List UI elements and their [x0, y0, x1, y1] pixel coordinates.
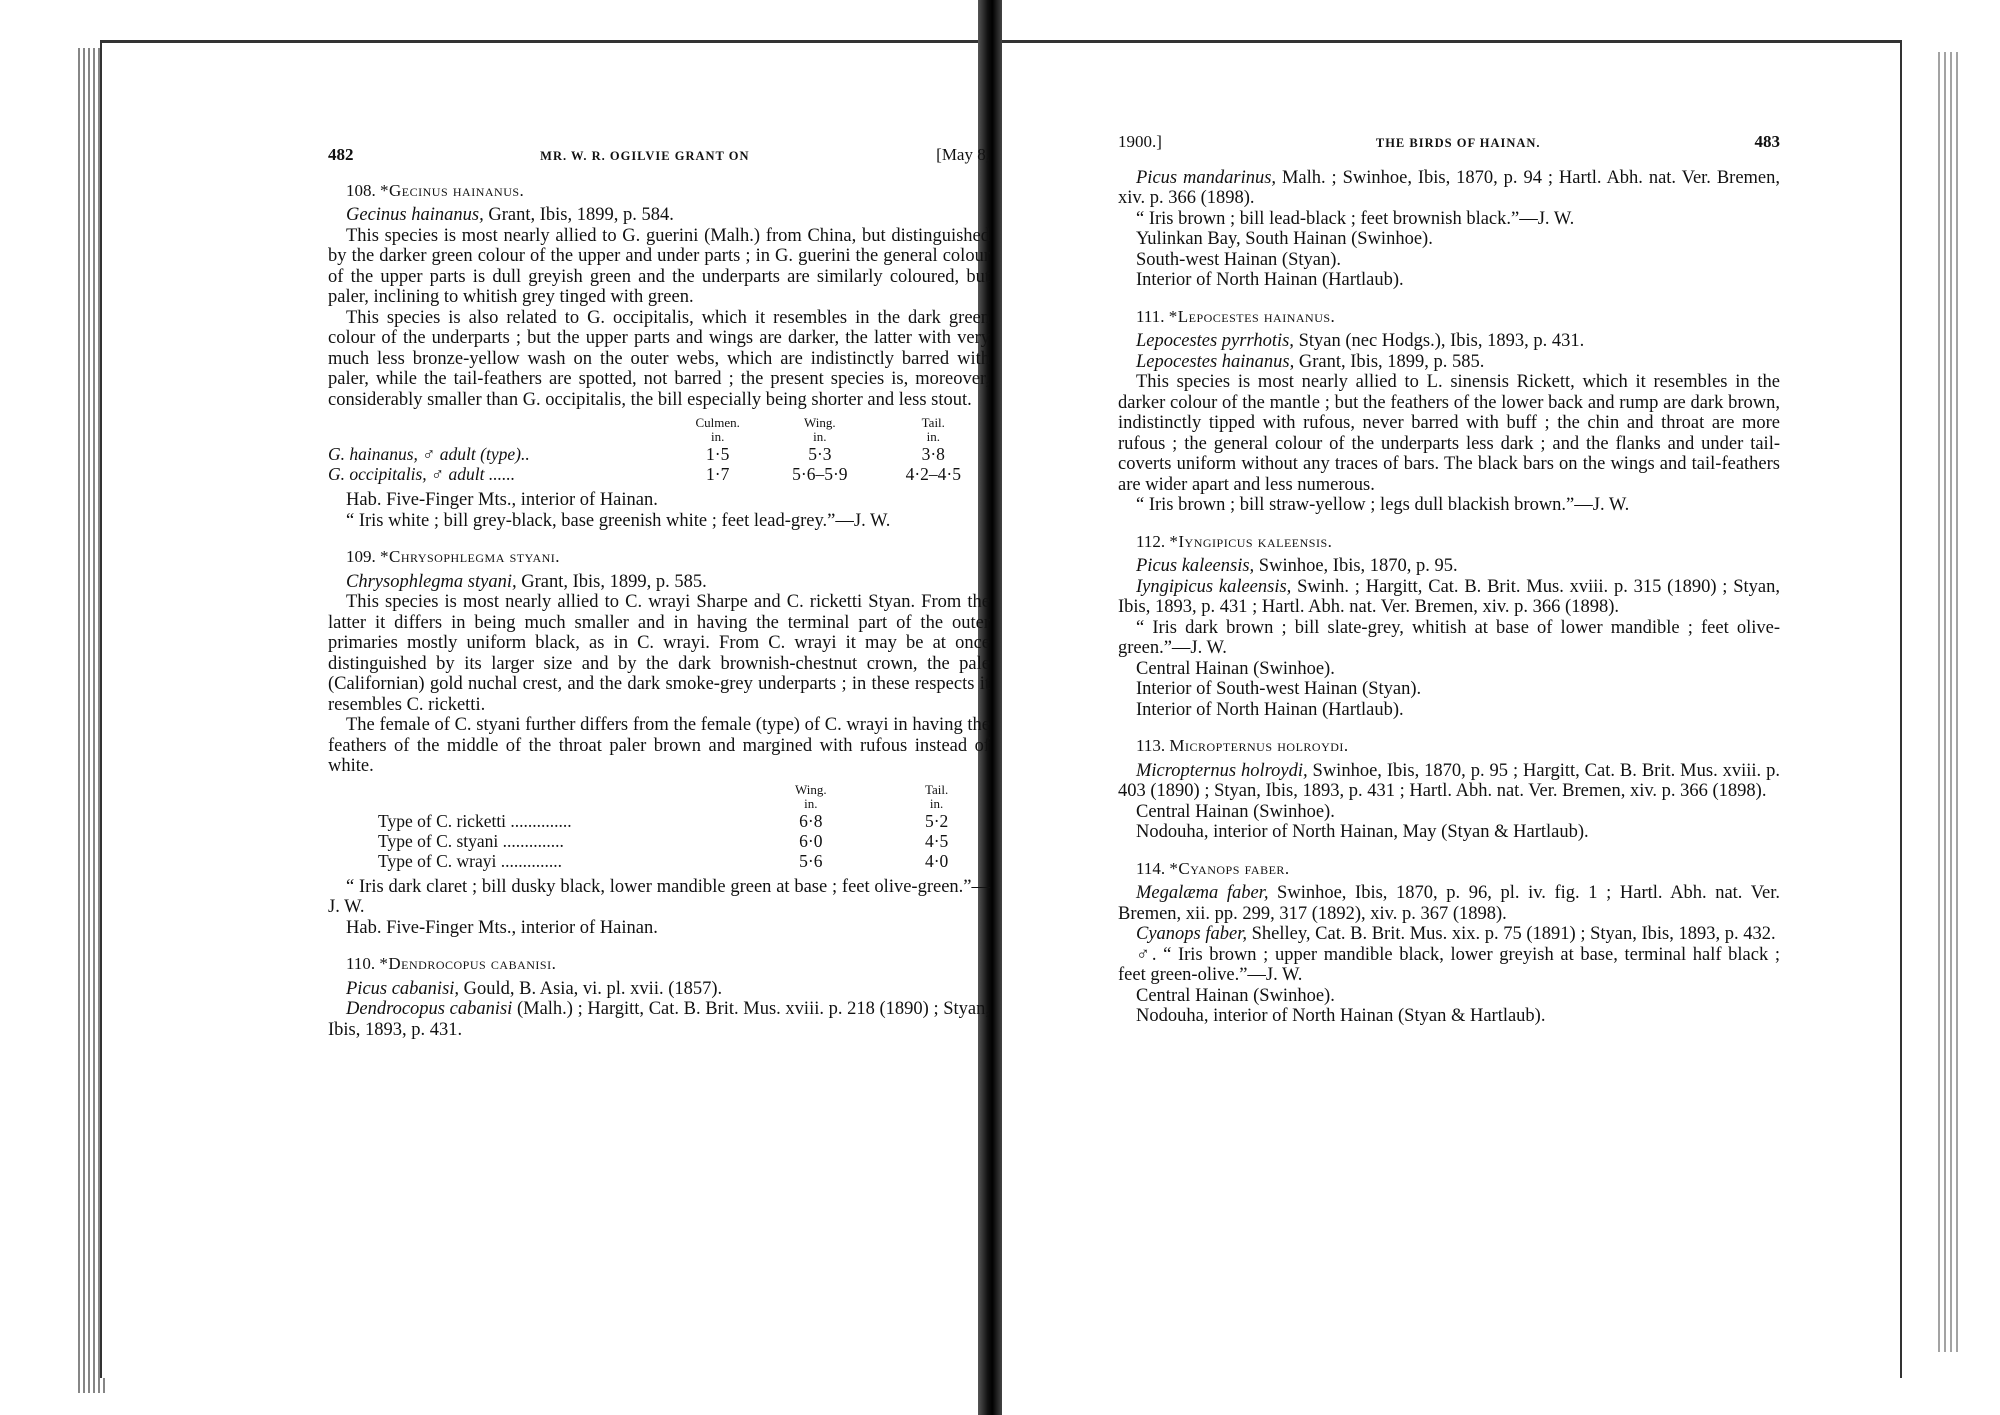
- measurement-table: Culmen. Wing. Tail. in. in. in. G. hainanus, ♂ adult (type).. 1·5 5·3 3·8 G. occipitalis, ♂ adult ...... 1·7 5·6–5·9 4·2–4·5: [328, 416, 990, 484]
- left-page-text: [328, 145, 990, 1040]
- table-row: Type of C. styani .............. 6·0 4·5: [378, 830, 949, 851]
- measurement-table: Wing. Tail. in. in. Type of C. ricketti .............. 6·8 5·2 Type of C. styani .............. 6·0 4·5 Type of C. wrayi .............. 5·6 4·0: [328, 783, 990, 871]
- paragraph: This species is most nearly allied to C. wrayi Sharpe and C. ricketti Styan. From the latter it differs in being much smaller and in having the terminal part of the outer primaries mostly uniform black, as in C. wrayi. From C. wrayi it may be at once distinguished by its larger size and by the dark brownish-chestnut crown, the pale (Californian) gold nuchal crest, and the dark smoke-grey underparts ; in these respects it resembles C. ricketti.: [328, 592, 990, 715]
- note: Hab. Five-Finger Mts., interior of Hainan.: [346, 917, 658, 938]
- running-head-right: [1118, 132, 1780, 154]
- paragraph: The female of C. styani further differs from the female (type) of C. wrayi in having the feathers of the middle of the throat paler brown and margined with rufous instead of white.: [328, 715, 990, 776]
- table-row: G. hainanus, ♂ adult (type).. 1·5 5·3 3·8: [328, 444, 945, 464]
- note: “ Iris dark claret ; bill dusky black, lower mandible green at base ; feet olive-green.”—J. W.: [328, 876, 990, 917]
- synonym: Micropternus holroydi, Swinhoe, Ibis, 1870, p. 95 ; Hargitt, Cat. B. Brit. Mus. xviii. p. 403 (1890) ; Styan, Ibis, 1893, p. 431 ; Hartl. Abh. nat. Ver. Bremen, xiv. p. 366 (1898).: [1118, 760, 1780, 801]
- synonym: Gecinus hainanus, Grant, Ibis, 1899, p. 584.: [346, 205, 674, 225]
- note: “ Iris brown ; bill lead-black ; feet brownish black.”—J. W.: [1136, 208, 1575, 229]
- locality: South-west Hainan (Styan).: [1136, 249, 1342, 270]
- synonym: Picus cabanisi, Gould, B. Asia, vi. pl. xvii. (1857).: [346, 978, 723, 999]
- species-heading: 108. *Gecinus hainanus.: [346, 180, 525, 200]
- paragraph: This species is most nearly allied to L. sinensis Rickett, which it resembles in the darker colour of the mantle ; but the feathers of the lower back and rump are dark brown, indistinctly tipped with rufous, never barred with buff ; the chin and throat are more rufous ; the general colour of the underparts less dark ; and the flanks and under tail-coverts uniform without any traces of bars. The black bars on the wings and tail-feathers are wider apart and less numerous.: [1118, 372, 1780, 495]
- synonym: Lepocestes hainanus, Grant, Ibis, 1899, p. 585.: [1136, 351, 1485, 372]
- species-heading: 109. *Chrysophlegma styani.: [346, 547, 561, 566]
- running-date-right: 1900.]: [1118, 132, 1162, 151]
- page-number-left: 482: [328, 145, 354, 164]
- locality: Central Hainan (Swinhoe).: [1136, 985, 1335, 1006]
- table-row: G. occipitalis, ♂ adult ...... 1·7 5·6–5·9 4·2–4·5: [328, 464, 961, 484]
- locality: Yulinkan Bay, South Hainan (Swinhoe).: [1136, 229, 1433, 249]
- note: “ Iris brown ; bill straw-yellow ; legs dull blackish brown.”—J. W.: [1136, 495, 1630, 515]
- locality: Nodouha, interior of North Hainan, May (Styan & Hartlaub).: [1136, 822, 1589, 842]
- note: “ Iris dark brown ; bill slate-grey, whitish at base of lower mandible ; feet olive-green.”—J. W.: [1118, 617, 1780, 658]
- locality: Central Hainan (Swinhoe).: [1136, 658, 1335, 679]
- running-title-left: MR. W. R. OGILVIE GRANT ON: [540, 149, 750, 163]
- synonym: Chrysophlegma styani, Grant, Ibis, 1899, p. 585.: [346, 571, 707, 592]
- note: “ Iris white ; bill grey-black, base greenish white ; feet lead-grey.”—J. W.: [346, 510, 891, 531]
- synonym: Iyngipicus kaleensis, Swinh. ; Hargitt, Cat. B. Brit. Mus. xviii. p. 315 (1890) ; Styan, Ibis, 1893, p. 431 ; Hartl. Abh. nat. Ver. Bremen, xiv. p. 366 (1898).: [1118, 576, 1780, 617]
- note: Hab. Five-Finger Mts., interior of Hainan.: [346, 490, 658, 510]
- running-title-right: THE BIRDS OF HAINAN.: [1375, 136, 1541, 150]
- synonym: Dendrocopus cabanisi (Malh.) ; Hargitt, Cat. B. Brit. Mus. xviii. p. 218 (1890) ; Styan, Ibis, 1893, p. 431.: [328, 999, 991, 1040]
- page-edges-right: [1934, 52, 1960, 1352]
- synonym: Megalæma faber, Swinhoe, Ibis, 1870, p. 96, pl. iv. fig. 1 ; Hartl. Abh. nat. Ver. Bremen, xii. pp. 299, 317 (1892), xiv. p. 367 (1898).: [1118, 883, 1780, 924]
- locality: Interior of South-west Hainan (Styan).: [1136, 679, 1422, 699]
- paragraph: This species is also related to G. occipitalis, which it resembles in the dark green colour of the underparts ; but the upper parts and wings are darker, the latter with very much less bronze-yellow wash on the outer webs, which are indistinctly barred with paler, while the tail-feathers are spotted, not barred ; the present species is, moreover, considerably smaller than G. occipitalis, the bill especially being shorter and less stout.: [328, 307, 990, 410]
- species-heading: 110. *Dendrocopus cabanisi.: [346, 954, 557, 973]
- locality: Nodouha, interior of North Hainan (Styan & Hartlaub).: [1136, 1006, 1546, 1026]
- synonym: Picus mandarinus, Malh. ; Swinhoe, Ibis, 1870, p. 94 ; Hartl. Abh. nat. Ver. Bremen, xiv. p. 366 (1898).: [1118, 167, 1781, 208]
- synonym: Picus kaleensis, Swinhoe, Ibis, 1870, p. 95.: [1136, 556, 1458, 576]
- running-head-left: [328, 145, 990, 167]
- running-date-left: [May 8,: [936, 145, 990, 164]
- page-number-right: 483: [1754, 132, 1780, 151]
- species-heading: 113. Micropternus holroydi.: [1136, 736, 1349, 755]
- paragraph: This species is most nearly allied to G. guerini (Malh.) from China, but distinguished by the darker green colour of the upper and under parts ; in G. guerini the general colour of the upper parts is dull greyish green and the underparts are similarly coloured, but paler, inclining to whitish grey tinged with green.: [328, 225, 990, 307]
- note: ♂. “ Iris brown ; upper mandible black, lower greyish at base, terminal half black ; feet green-olive.”—J. W.: [1118, 944, 1780, 985]
- species-heading: 114. *Cyanops faber.: [1136, 858, 1290, 878]
- synonym: Cyanops faber, Shelley, Cat. B. Brit. Mus. xix. p. 75 (1891) ; Styan, Ibis, 1893, p. 432.: [1136, 924, 1776, 944]
- table-row: Type of C. ricketti .............. 6·8 5·2: [378, 810, 949, 831]
- right-page-text: [1118, 132, 1780, 1027]
- locality: Interior of North Hainan (Hartlaub).: [1136, 270, 1404, 290]
- species-heading: 111. *Lepocestes hainanus.: [1136, 306, 1336, 326]
- locality: Interior of North Hainan (Hartlaub).: [1136, 699, 1404, 720]
- table-row: Type of C. wrayi .............. 5·6 4·0: [378, 850, 949, 871]
- locality: Central Hainan (Swinhoe).: [1136, 801, 1335, 822]
- species-heading: 112. *Iyngipicus kaleensis.: [1136, 531, 1333, 551]
- synonym: Lepocestes pyrrhotis, Styan (nec Hodgs.), Ibis, 1893, p. 431.: [1136, 331, 1585, 351]
